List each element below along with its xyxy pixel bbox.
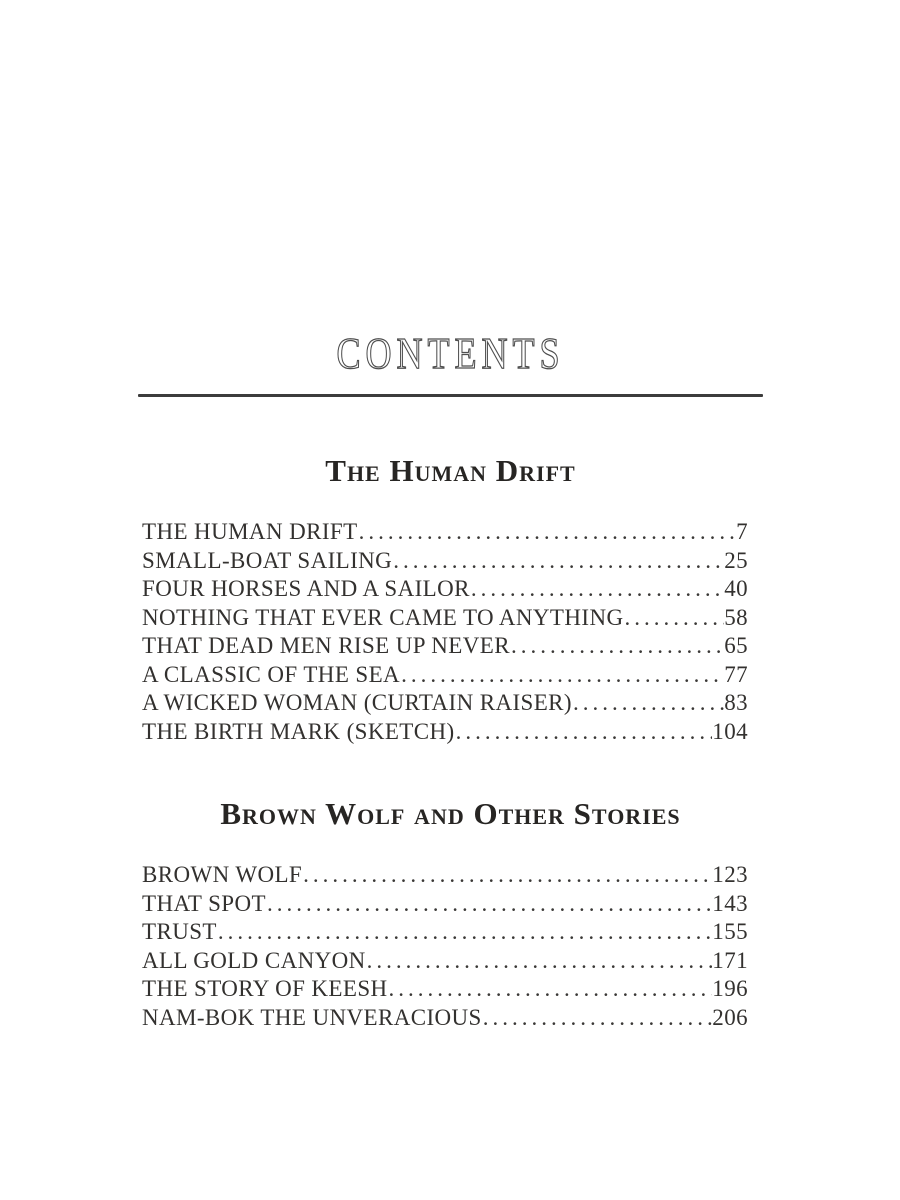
section-heading: The Human Drift bbox=[325, 453, 576, 488]
toc-entry bbox=[142, 1004, 748, 1033]
toc-entry bbox=[142, 661, 748, 690]
toc-entry-title: THE STORY OF KEESH bbox=[142, 976, 388, 1001]
toc-entry-title: NAM-BOK THE UNVERACIOUS bbox=[142, 1004, 482, 1030]
toc-entry bbox=[142, 604, 748, 633]
toc-leader-dots bbox=[302, 861, 712, 890]
toc-leader-dots bbox=[470, 575, 724, 604]
toc-entry-page: 40 bbox=[724, 576, 748, 601]
toc-leader-dots bbox=[388, 975, 713, 1004]
toc-list bbox=[138, 518, 763, 746]
toc-entry-title: THAT SPOT bbox=[142, 890, 266, 916]
toc-leader-dots bbox=[366, 947, 713, 976]
toc-entry-page: 58 bbox=[724, 604, 748, 630]
toc-leader-dots bbox=[266, 890, 712, 919]
toc-entry-page: 196 bbox=[712, 976, 748, 1001]
toc-sections bbox=[138, 453, 763, 1032]
toc-entry-title: A CLASSIC OF THE SEA bbox=[142, 661, 401, 687]
toc-entry-page: 104 bbox=[712, 718, 748, 744]
toc-entry-page: 171 bbox=[712, 947, 748, 973]
toc-entry-title: SMALL-BOAT SAILING bbox=[142, 547, 393, 573]
toc-leader-dots bbox=[217, 918, 712, 947]
toc-leader-dots bbox=[392, 547, 724, 576]
toc-entry bbox=[142, 890, 748, 919]
toc-entry-title: A WICKED WOMAN (CURTAIN RAISER) bbox=[142, 690, 572, 715]
toc-entry bbox=[142, 575, 748, 604]
toc-entry-page: 77 bbox=[724, 661, 748, 687]
toc-leader-dots bbox=[572, 689, 724, 718]
toc-entry-title: BROWN WOLF bbox=[142, 862, 303, 887]
toc-entry bbox=[142, 861, 748, 890]
toc-leader-dots bbox=[510, 632, 724, 661]
toc-entry-page: 65 bbox=[724, 633, 748, 658]
toc-entry-title: TRUST bbox=[142, 919, 217, 944]
toc-entry-page: 206 bbox=[712, 1004, 748, 1030]
toc-entry-page: 7 bbox=[736, 519, 748, 544]
toc-entry bbox=[142, 918, 748, 947]
toc-entry-page: 143 bbox=[712, 890, 748, 916]
toc-leader-dots bbox=[482, 1004, 713, 1033]
toc-entry bbox=[142, 547, 748, 576]
page-title-engraving bbox=[138, 328, 763, 380]
toc-entry bbox=[142, 975, 748, 1004]
toc-entry bbox=[142, 518, 748, 547]
toc-leader-dots bbox=[358, 518, 737, 547]
toc-leader-dots bbox=[400, 661, 724, 690]
toc-entry-title: THE HUMAN DRIFT bbox=[142, 519, 358, 544]
toc-entry-title: ALL GOLD CANYON bbox=[142, 947, 366, 973]
toc-entry bbox=[142, 689, 748, 718]
toc-entry-page: 83 bbox=[724, 690, 748, 715]
page-title-wrap bbox=[138, 328, 763, 380]
toc-entry bbox=[142, 632, 748, 661]
toc-entry-title: THE BIRTH MARK (SKETCH) bbox=[142, 718, 455, 744]
toc-section bbox=[138, 796, 763, 1032]
toc-leader-dots bbox=[455, 718, 713, 747]
toc-entry bbox=[142, 718, 748, 747]
toc-entry-title: FOUR HORSES AND A SAILOR bbox=[142, 576, 470, 601]
section-heading: Brown Wolf and Other Stories bbox=[220, 796, 681, 831]
toc-entry-page: 155 bbox=[712, 919, 748, 944]
toc-entry-page: 25 bbox=[724, 547, 748, 573]
page-title: CONTENTS bbox=[336, 329, 565, 378]
toc-entry bbox=[142, 947, 748, 976]
toc-entry-title: THAT DEAD MEN RISE UP NEVER bbox=[142, 633, 510, 658]
toc-section bbox=[138, 453, 763, 746]
toc-leader-dots bbox=[623, 604, 724, 633]
toc-entry-title: NOTHING THAT EVER CAME TO ANYTHING bbox=[142, 604, 624, 630]
contents-column bbox=[138, 0, 763, 1032]
toc-list bbox=[138, 861, 763, 1032]
toc-entry-page: 123 bbox=[712, 862, 748, 887]
title-rule bbox=[138, 394, 763, 397]
